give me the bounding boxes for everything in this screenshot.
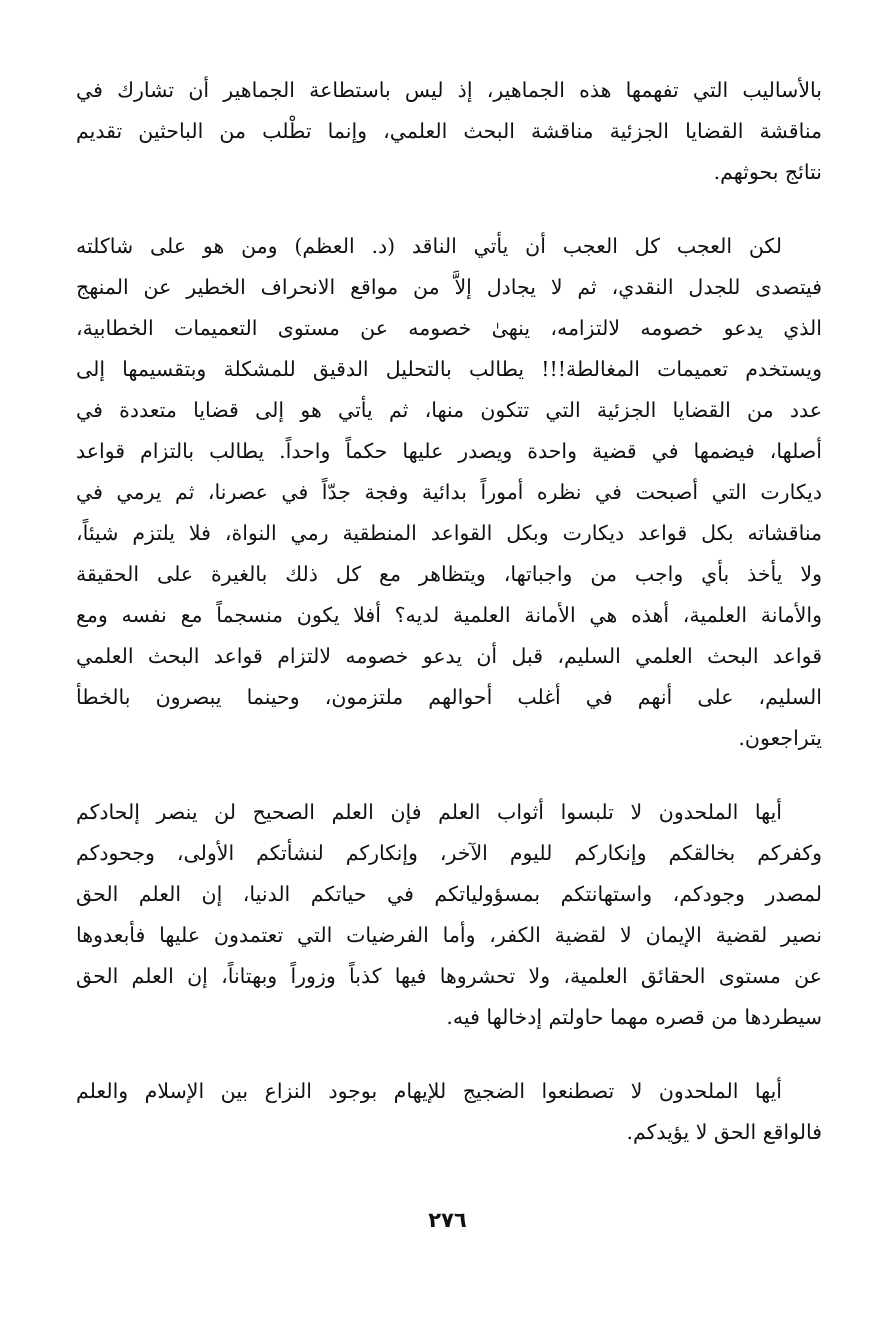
text-line: سيطردها من قصره مهما حاولتم إدخالها فيه.: [446, 1005, 822, 1029]
text-line: أيها الملحدون لا تلبسوا أثواب العلم فإن العلم الصحيح لن ينصر إلحادكم: [76, 800, 782, 824]
text-line: عدد من القضايا الجزئية التي تتكون منها، ثم يأتي هو إلى قضايا متعددة في: [76, 398, 822, 422]
text-line: لكن العجب كل العجب أن يأتي الناقد (د. العظم) ومن هو على شاكلته: [76, 234, 782, 258]
page-body: [76, 70, 822, 1186]
text-line: مناقشة القضايا الجزئية مناقشة البحث العلمي، وإنما تطْلب من الباحثين تقديم: [76, 119, 822, 143]
text-line: ولا يأخذ بأي واجب من واجباتها، ويتظاهر مع كل ذلك بالغيرة على الحقيقة: [76, 562, 822, 586]
text-line: نصير لقضية الإيمان لا لقضية الكفر، وأما الفرضيات التي تعتمدون عليها فأبعدوها: [76, 923, 822, 947]
paragraph-2: [76, 226, 822, 759]
text-line: وكفركم بخالقكم وإنكاركم لليوم الآخر، وإنكاركم لنشأتكم الأولى، وجحودكم: [76, 841, 822, 865]
text-line: عن مستوى الحقائق العلمية، ولا تحشروها فيها كذباً وزوراً وبهتاناً، إن العلم الحق: [76, 964, 822, 988]
text-line: والأمانة العلمية، أهذه هي الأمانة العلمية لديه؟ أفلا يكون منسجماً مع نفسه ومع: [76, 603, 822, 627]
text-line: يتراجعون.: [738, 726, 822, 750]
paragraph-1: [76, 70, 822, 193]
text-line: بالأساليب التي تفهمها هذه الجماهير، إذ ليس باستطاعة الجماهير أن تشارك في: [76, 78, 822, 102]
paragraph-3: [76, 792, 822, 1038]
text-line: لمصدر وجودكم، واستهانتكم بمسؤولياتكم في حياتكم الدنيا، إن العلم الحق: [76, 882, 822, 906]
text-line: ديكارت التي أصبحت في نظره أموراً بدائية وفجة جدّاً في عصرنا، ثم يرمي في: [76, 480, 822, 504]
text-line: السليم، على أنهم في أغلب أحوالهم ملتزمون، وحينما يبصرون بالخطأ: [76, 685, 822, 709]
text-line: فيتصدى للجدل النقدي، ثم لا يجادل إلاَّ من مواقع الانحراف الخطير عن المنهج: [76, 275, 822, 299]
text-line: أيها الملحدون لا تصطنعوا الضجيج للإيهام بوجود النزاع بين الإسلام والعلم: [76, 1079, 782, 1103]
text-line: أصلها، فيضمها في قضية واحدة ويصدر عليها حكماً واحداً. يطالب بالتزام قواعد: [76, 439, 822, 463]
text-line: ويستخدم تعميمات المغالطة!!! يطالب بالتحليل الدقيق للمشكلة وبتقسيمها إلى: [76, 357, 822, 381]
text-line: مناقشاته بكل قواعد ديكارت وبكل القواعد المنطقية رمي النواة، فلا يلتزم شيئاً،: [76, 521, 822, 545]
page-number: ٢٧٦: [428, 1208, 467, 1232]
text-line: قواعد البحث العلمي السليم، قبل أن يدعو خصومه لالتزام قواعد البحث العلمي: [76, 644, 822, 668]
text-line: فالواقع الحق لا يؤيدكم.: [626, 1120, 822, 1144]
text-line: نتائج بحوثهم.: [713, 160, 822, 184]
paragraph-4: [76, 1071, 822, 1153]
text-line: الذي يدعو خصومه لالتزامه، ينهىٰ خصومه عن مستوى التعميمات الخطابية،: [76, 316, 822, 340]
